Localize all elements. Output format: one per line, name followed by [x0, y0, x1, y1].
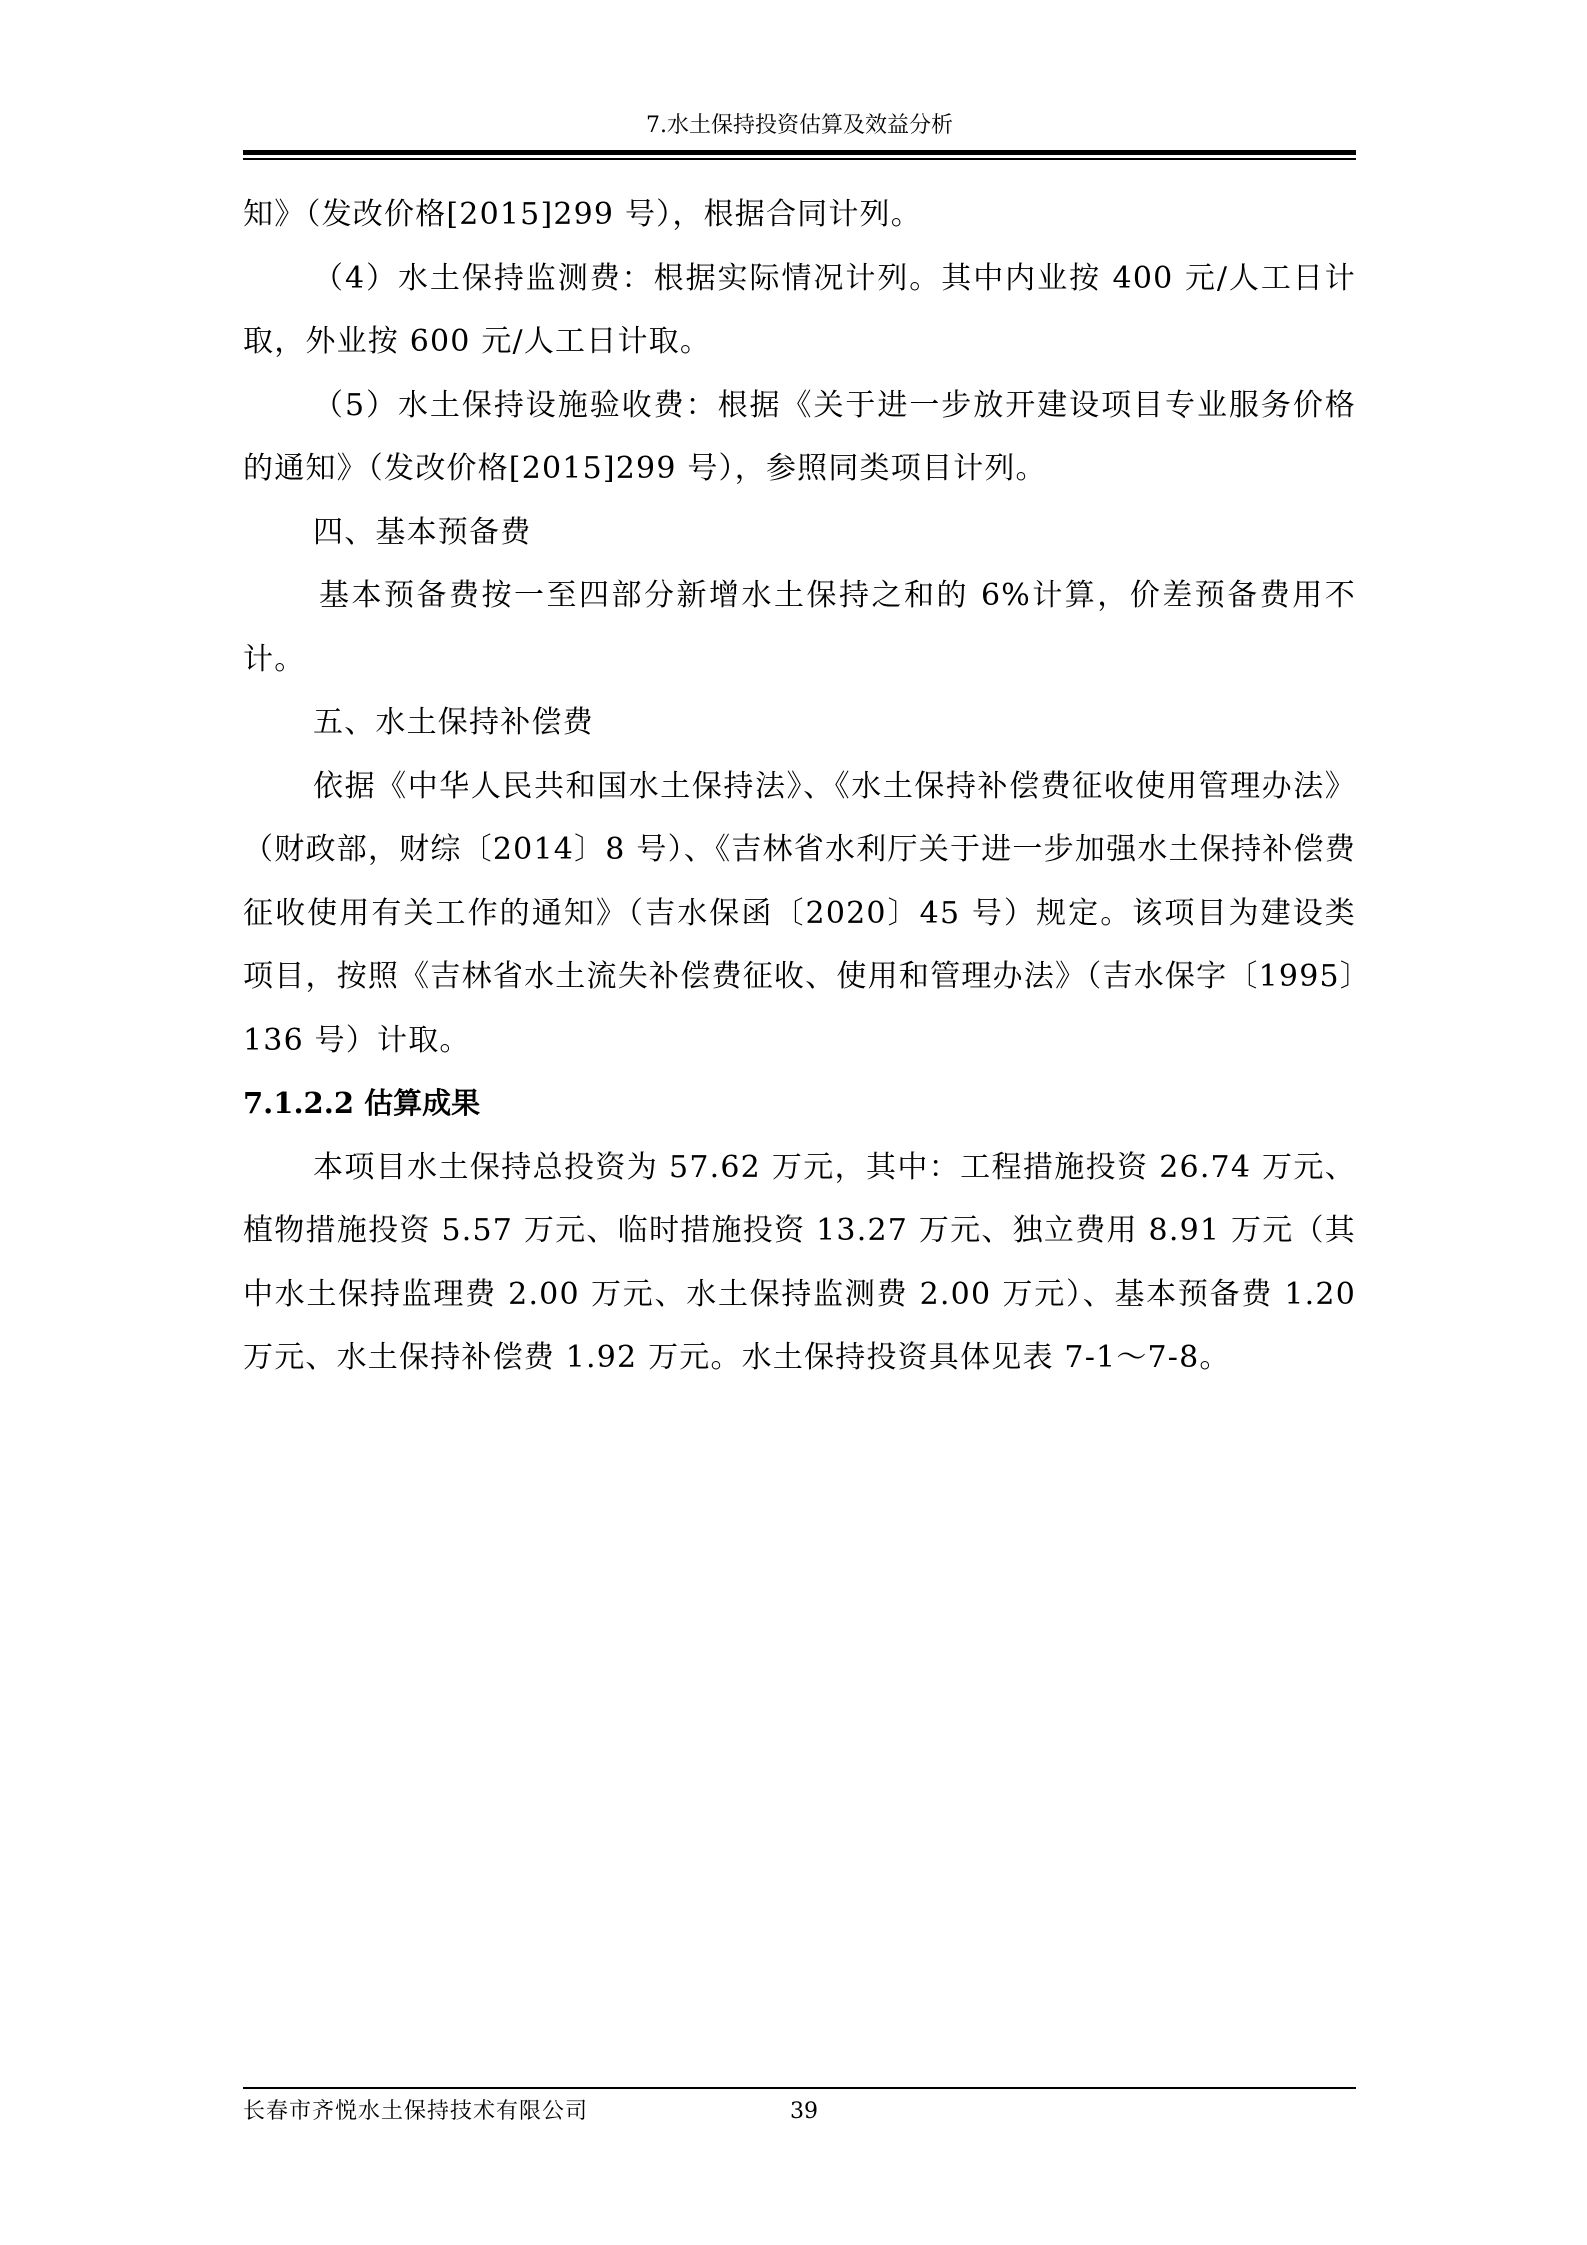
heading-basic-reserve: 四、基本预备费: [313, 514, 532, 550]
running-header-title: 7.水土保持投资估算及效益分析: [646, 113, 953, 138]
heading-compensation-fee: 五、水土保持补偿费: [313, 705, 594, 740]
paragraph-estimate-results: 本项目水土保持总投资为 57.62 万元，其中：工程措施投资 26.74 万元、植物措施投资 5.57 万元、临时措施投资 13.27 万元、独立费用 8.91 万元（其中水土保持监理费 2.00 万元、水土保持监测费 2.00 万元）、基本预备费 1.20 万元、水土保持补偿费 1.92 万元。水土保持投资具体见表 7-1～7-8。: [243, 1149, 1356, 1375]
paragraph-monitoring-fee: （4）水土保持监测费：根据实际情况计列。其中内业按 400 元/人工日计取，外业按 600 元/人工日计取。: [243, 260, 1356, 359]
header-rule-thick: [243, 150, 1356, 155]
paragraph-basic-reserve: 基本预备费按一至四部分新增水土保持之和的 6%计算，价差预备费用不计。: [243, 578, 1356, 677]
footer-company-name: 长春市齐悦水土保持技术有限公司: [243, 2099, 589, 2124]
paragraph-acceptance-fee: （5）水土保持设施验收费：根据《关于进一步放开建设项目专业服务价格的通知》（发改价格[2015]299 号），参照同类项目计列。: [243, 387, 1356, 486]
paragraph-continuation: 知》（发改价格[2015]299 号），根据合同计列。: [243, 197, 922, 232]
paragraph-compensation-fee: 依据《中华人民共和国水土保持法》、《水土保持补偿费征收使用管理办法》（财政部，财综〔2014〕8 号）、《吉林省水利厅关于进一步加强水土保持补偿费征收使用有关工作的通知》（吉水保函〔2020〕45 号）规定。该项目为建设类项目，按照《吉林省水土流失补偿费征收、使用和管理办法》（吉水保字〔1995〕136 号）计取。: [243, 768, 1356, 1058]
document-body: [243, 183, 1356, 1390]
footer-page-number: 39: [790, 2099, 818, 2124]
section-heading-estimate-results: 7.1.2.2 估算成果: [243, 1086, 481, 1120]
footer-rule: [243, 2087, 1356, 2089]
header-rule-thin: [243, 158, 1356, 160]
